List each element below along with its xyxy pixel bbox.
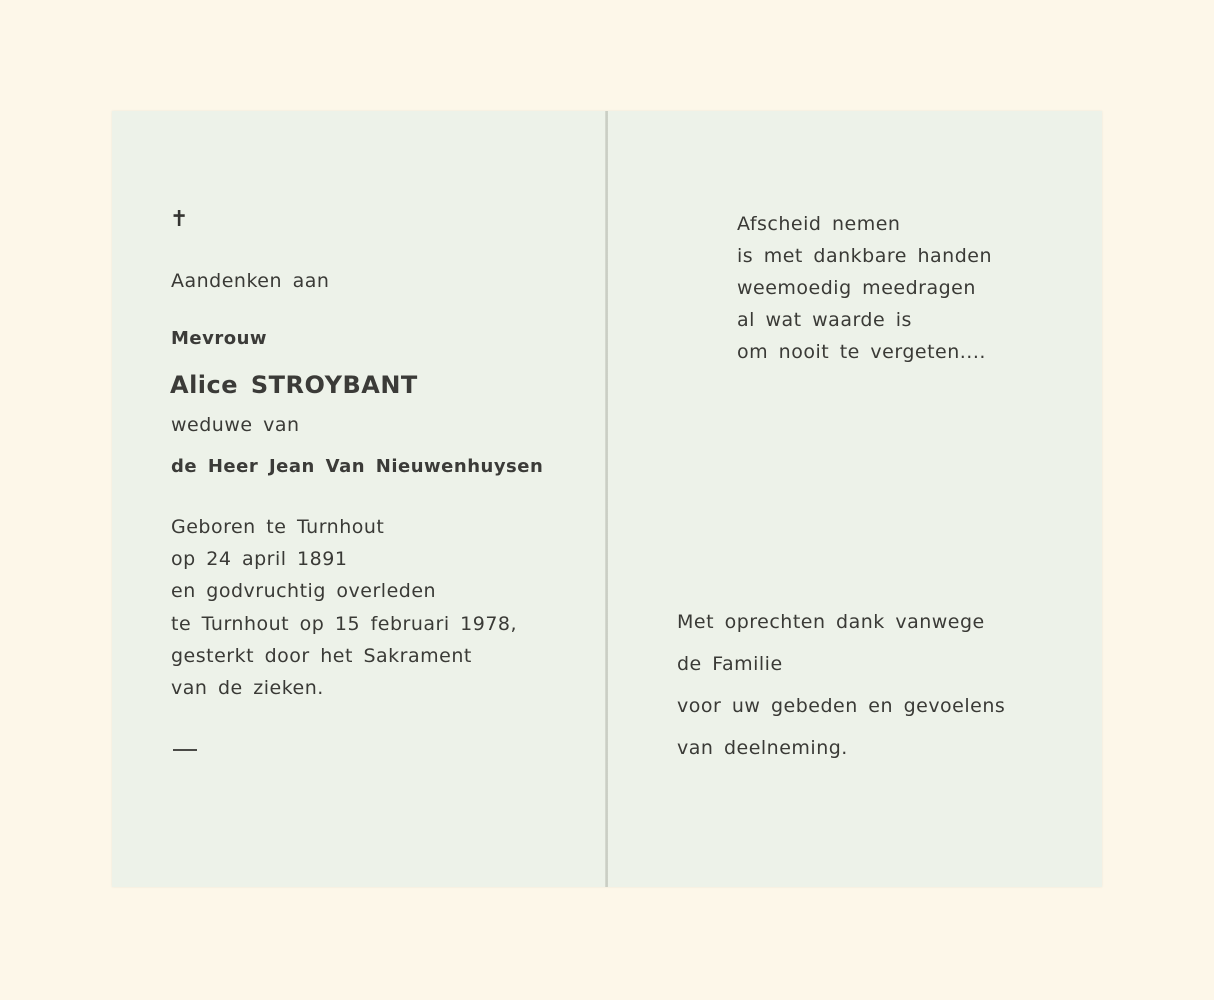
cross-icon: ✝: [170, 207, 189, 232]
thanks-line: de Familie: [677, 653, 783, 675]
right-panel: [608, 111, 1102, 887]
detail-line: Geboren te Turnhout: [171, 516, 385, 538]
detail-line: gesterkt door het Sakrament: [171, 645, 472, 667]
in-memory-label: Aandenken aan: [171, 270, 330, 292]
deceased-name: Alice STROYBANT: [170, 371, 418, 399]
detail-line: op 24 april 1891: [171, 548, 348, 570]
poem-line: om nooit te vergeten....: [737, 341, 986, 363]
detail-line: te Turnhout op 15 februari 1978,: [171, 613, 518, 635]
thanks-line: Met oprechten dank vanwege: [677, 611, 985, 633]
memorial-card: [112, 111, 1102, 887]
poem-line: al wat waarde is: [737, 309, 912, 331]
thanks-line: van deelneming.: [677, 737, 848, 759]
left-panel: [112, 111, 606, 887]
poem-line: weemoedig meedragen: [737, 277, 976, 299]
poem-line: is met dankbare handen: [737, 245, 992, 267]
thanks-line: voor uw gebeden en gevoelens: [677, 695, 1006, 717]
widow-of-label: weduwe van: [171, 414, 300, 436]
detail-line: van de zieken.: [171, 677, 324, 699]
husband-name: de Heer Jean Van Nieuwenhuysen: [171, 456, 544, 477]
poem-line: Afscheid nemen: [737, 213, 901, 235]
title-label: Mevrouw: [171, 328, 268, 349]
end-dash: [173, 749, 197, 751]
detail-line: en godvruchtig overleden: [171, 580, 437, 602]
